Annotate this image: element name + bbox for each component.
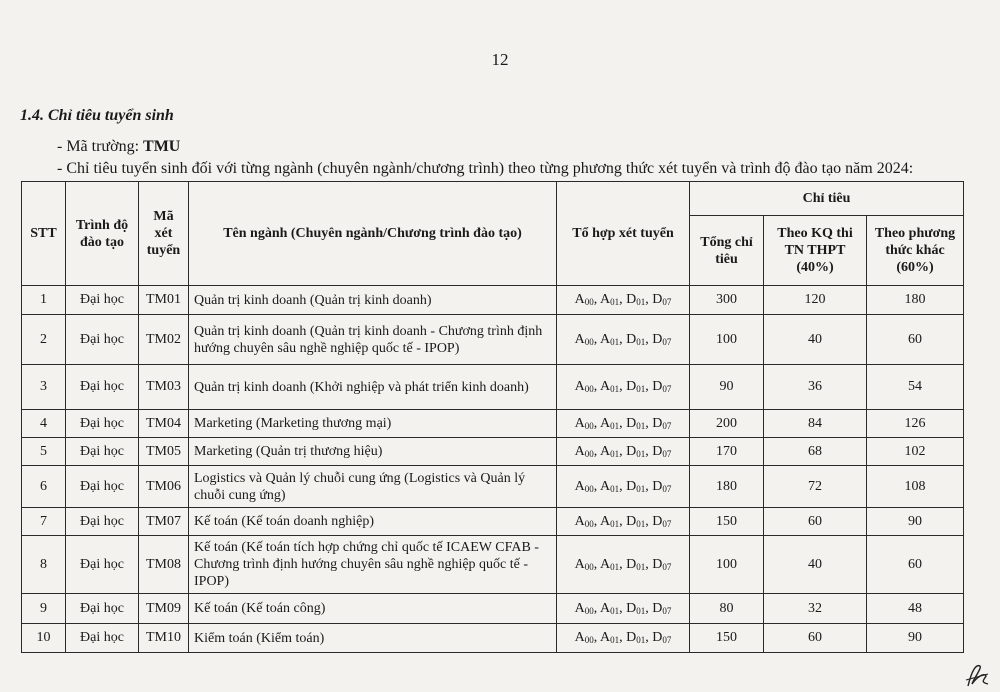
- school-code-line: [57, 138, 180, 156]
- cell-combo: $A_{00}$, $A_{01}$, $D_{01}$, $D_{07}$: [557, 536, 690, 594]
- cell-major: Marketing (Quản trị thương hiệu): [189, 438, 557, 466]
- header-total: Tổng chỉ tiêu: [690, 216, 764, 286]
- cell-total: 80: [690, 594, 764, 624]
- combo-part: $A_{00}$: [574, 443, 594, 459]
- cell-code: TM03: [139, 365, 189, 410]
- cell-stt: 6: [22, 466, 66, 508]
- cell-level: Đại học: [66, 624, 139, 653]
- cell-code: TM02: [139, 315, 189, 365]
- cell-combo: $A_{00}$, $A_{01}$, $D_{01}$, $D_{07}$: [557, 286, 690, 315]
- cell-total: 150: [690, 508, 764, 536]
- table-row: [22, 315, 964, 365]
- cell-stt: 3: [22, 365, 66, 410]
- cell-total: 180: [690, 466, 764, 508]
- cell-thpt: 36: [764, 365, 867, 410]
- header-stt: STT: [22, 182, 66, 286]
- page-number: 12: [491, 50, 509, 69]
- cell-other: 60: [867, 315, 964, 365]
- combo-part: $A_{00}$: [574, 630, 594, 645]
- combo-part: $D_{01}$: [626, 478, 646, 494]
- combo-part: $A_{01}$: [599, 630, 620, 645]
- cell-major: Marketing (Marketing thương mại): [189, 410, 557, 438]
- cell-stt: 1: [22, 286, 66, 315]
- cell-thpt: 120: [764, 286, 867, 315]
- combo-part: $A_{01}$: [599, 415, 620, 431]
- combo-part: $A_{01}$: [599, 513, 620, 529]
- combo-part: $D_{07}$: [652, 556, 672, 572]
- cell-other: 126: [867, 410, 964, 438]
- combo-part: $D_{07}$: [652, 379, 672, 394]
- cell-stt: 5: [22, 438, 66, 466]
- combo-part: $D_{01}$: [626, 331, 646, 347]
- cell-level: Đại học: [66, 466, 139, 508]
- cell-thpt: 60: [764, 624, 867, 653]
- combo-part: $D_{07}$: [652, 600, 672, 616]
- combo-part: $D_{07}$: [652, 292, 672, 307]
- table-body: [22, 286, 964, 653]
- combo-part: $A_{00}$: [574, 556, 594, 572]
- header-quota-group: Chỉ tiêu: [690, 182, 964, 216]
- combo-part: $D_{07}$: [652, 513, 672, 529]
- cell-total: 100: [690, 315, 764, 365]
- cell-other: 60: [867, 536, 964, 594]
- cell-other: 180: [867, 286, 964, 315]
- table-row: [22, 624, 964, 653]
- cell-level: Đại học: [66, 315, 139, 365]
- combo-part: $D_{01}$: [626, 443, 646, 459]
- cell-major: Kế toán (Kế toán tích hợp chứng chỉ quốc tế ICAEW CFAB - Chương trình định hướng chuyên sâu nghề nghiệp quốc tế - IPOP): [189, 536, 557, 594]
- combo-part: $A_{01}$: [599, 478, 620, 494]
- cell-other: 90: [867, 508, 964, 536]
- combo-part: $D_{07}$: [652, 478, 672, 494]
- table-row: [22, 594, 964, 624]
- combo-part: $D_{07}$: [652, 443, 672, 459]
- combo-part: $D_{01}$: [626, 556, 646, 572]
- school-code: TMU: [143, 138, 181, 155]
- cell-major: Kiểm toán (Kiểm toán): [189, 624, 557, 653]
- cell-code: TM08: [139, 536, 189, 594]
- table-row: [22, 438, 964, 466]
- combo-part: $A_{00}$: [574, 331, 594, 347]
- cell-major: Kế toán (Kế toán công): [189, 594, 557, 624]
- cell-stt: 4: [22, 410, 66, 438]
- combo-part: $D_{01}$: [626, 513, 646, 529]
- cell-combo: $A_{00}$, $A_{01}$, $D_{01}$, $D_{07}$: [557, 438, 690, 466]
- cell-code: TM09: [139, 594, 189, 624]
- section-heading: 1.4. Chỉ tiêu tuyển sinh: [20, 107, 174, 124]
- cell-stt: 9: [22, 594, 66, 624]
- header-code: Mã xét tuyển: [139, 182, 189, 286]
- combo-part: $A_{01}$: [599, 379, 620, 394]
- cell-total: 150: [690, 624, 764, 653]
- header-combo: Tổ hợp xét tuyển: [557, 182, 690, 286]
- table-row: [22, 508, 964, 536]
- cell-major: Logistics và Quản lý chuỗi cung ứng (Logistics và Quản lý chuỗi cung ứng): [189, 466, 557, 508]
- cell-code: TM07: [139, 508, 189, 536]
- cell-thpt: 72: [764, 466, 867, 508]
- cell-total: 200: [690, 410, 764, 438]
- cell-code: TM01: [139, 286, 189, 315]
- combo-part: $A_{00}$: [574, 600, 594, 616]
- combo-part: $D_{01}$: [626, 630, 646, 645]
- cell-level: Đại học: [66, 536, 139, 594]
- combo-part: $A_{01}$: [599, 292, 620, 307]
- combo-part: $A_{00}$: [574, 379, 594, 394]
- header-level: Trình độ đào tạo: [66, 182, 139, 286]
- cell-combo: $A_{00}$, $A_{01}$, $D_{01}$, $D_{07}$: [557, 365, 690, 410]
- intro-text: - Chỉ tiêu tuyển sinh đối với từng ngành (chuyên ngành/chương trình) theo từng phương thức xét tuyển và trình độ đào tạo năm 2024:: [57, 160, 914, 177]
- school-code-label: - Mã trường:: [57, 138, 140, 155]
- cell-other: 48: [867, 594, 964, 624]
- cell-level: Đại học: [66, 508, 139, 536]
- cell-total: 100: [690, 536, 764, 594]
- cell-thpt: 84: [764, 410, 867, 438]
- cell-thpt: 40: [764, 536, 867, 594]
- combo-part: $A_{00}$: [574, 292, 594, 307]
- cell-major: Quản trị kinh doanh (Khởi nghiệp và phát triển kinh doanh): [189, 365, 557, 410]
- quota-table: [21, 181, 964, 653]
- cell-other: 54: [867, 365, 964, 410]
- cell-combo: $A_{00}$, $A_{01}$, $D_{01}$, $D_{07}$: [557, 624, 690, 653]
- cell-code: TM10: [139, 624, 189, 653]
- cell-other: 102: [867, 438, 964, 466]
- cell-code: TM04: [139, 410, 189, 438]
- cell-thpt: 68: [764, 438, 867, 466]
- combo-part: $D_{01}$: [626, 292, 646, 307]
- cell-thpt: 60: [764, 508, 867, 536]
- combo-part: $A_{01}$: [599, 443, 620, 459]
- cell-stt: 7: [22, 508, 66, 536]
- table-row: [22, 410, 964, 438]
- cell-combo: $A_{00}$, $A_{01}$, $D_{01}$, $D_{07}$: [557, 315, 690, 365]
- cell-total: 170: [690, 438, 764, 466]
- combo-part: $D_{01}$: [626, 415, 646, 431]
- header-other: Theo phương thức khác (60%): [867, 216, 964, 286]
- combo-part: $A_{01}$: [599, 600, 620, 616]
- header-major: Tên ngành (Chuyên ngành/Chương trình đào tạo): [189, 182, 557, 286]
- cell-combo: $A_{00}$, $A_{01}$, $D_{01}$, $D_{07}$: [557, 466, 690, 508]
- combo-part: $A_{00}$: [574, 478, 594, 494]
- cell-combo: $A_{00}$, $A_{01}$, $D_{01}$, $D_{07}$: [557, 508, 690, 536]
- cell-total: 90: [690, 365, 764, 410]
- table-row: [22, 286, 964, 315]
- combo-part: $A_{01}$: [599, 556, 620, 572]
- signature-mark: [962, 660, 992, 690]
- cell-major: Kế toán (Kế toán doanh nghiệp): [189, 508, 557, 536]
- header-thpt: Theo KQ thi TN THPT (40%): [764, 216, 867, 286]
- cell-code: TM05: [139, 438, 189, 466]
- combo-part: $D_{01}$: [626, 600, 646, 616]
- combo-part: $D_{07}$: [652, 331, 672, 347]
- cell-combo: $A_{00}$, $A_{01}$, $D_{01}$, $D_{07}$: [557, 410, 690, 438]
- cell-stt: 10: [22, 624, 66, 653]
- cell-combo: $A_{00}$, $A_{01}$, $D_{01}$, $D_{07}$: [557, 594, 690, 624]
- combo-part: $A_{00}$: [574, 513, 594, 529]
- cell-stt: 8: [22, 536, 66, 594]
- cell-level: Đại học: [66, 286, 139, 315]
- cell-code: TM06: [139, 466, 189, 508]
- cell-total: 300: [690, 286, 764, 315]
- cell-other: 108: [867, 466, 964, 508]
- combo-part: $D_{07}$: [652, 415, 672, 431]
- cell-thpt: 32: [764, 594, 867, 624]
- cell-major: Quản trị kinh doanh (Quản trị kinh doanh): [189, 286, 557, 315]
- cell-thpt: 40: [764, 315, 867, 365]
- combo-part: $A_{00}$: [574, 415, 594, 431]
- cell-major: Quản trị kinh doanh (Quản trị kinh doanh - Chương trình định hướng chuyên sâu nghề nghiệp quốc tế - IPOP): [189, 315, 557, 365]
- table-row: [22, 365, 964, 410]
- cell-level: Đại học: [66, 410, 139, 438]
- cell-stt: 2: [22, 315, 66, 365]
- combo-part: $D_{01}$: [626, 379, 646, 394]
- table-row: [22, 536, 964, 594]
- combo-part: $A_{01}$: [599, 331, 620, 347]
- table-row: [22, 466, 964, 508]
- combo-part: $D_{07}$: [652, 630, 672, 645]
- cell-level: Đại học: [66, 594, 139, 624]
- cell-other: 90: [867, 624, 964, 653]
- cell-level: Đại học: [66, 365, 139, 410]
- cell-level: Đại học: [66, 438, 139, 466]
